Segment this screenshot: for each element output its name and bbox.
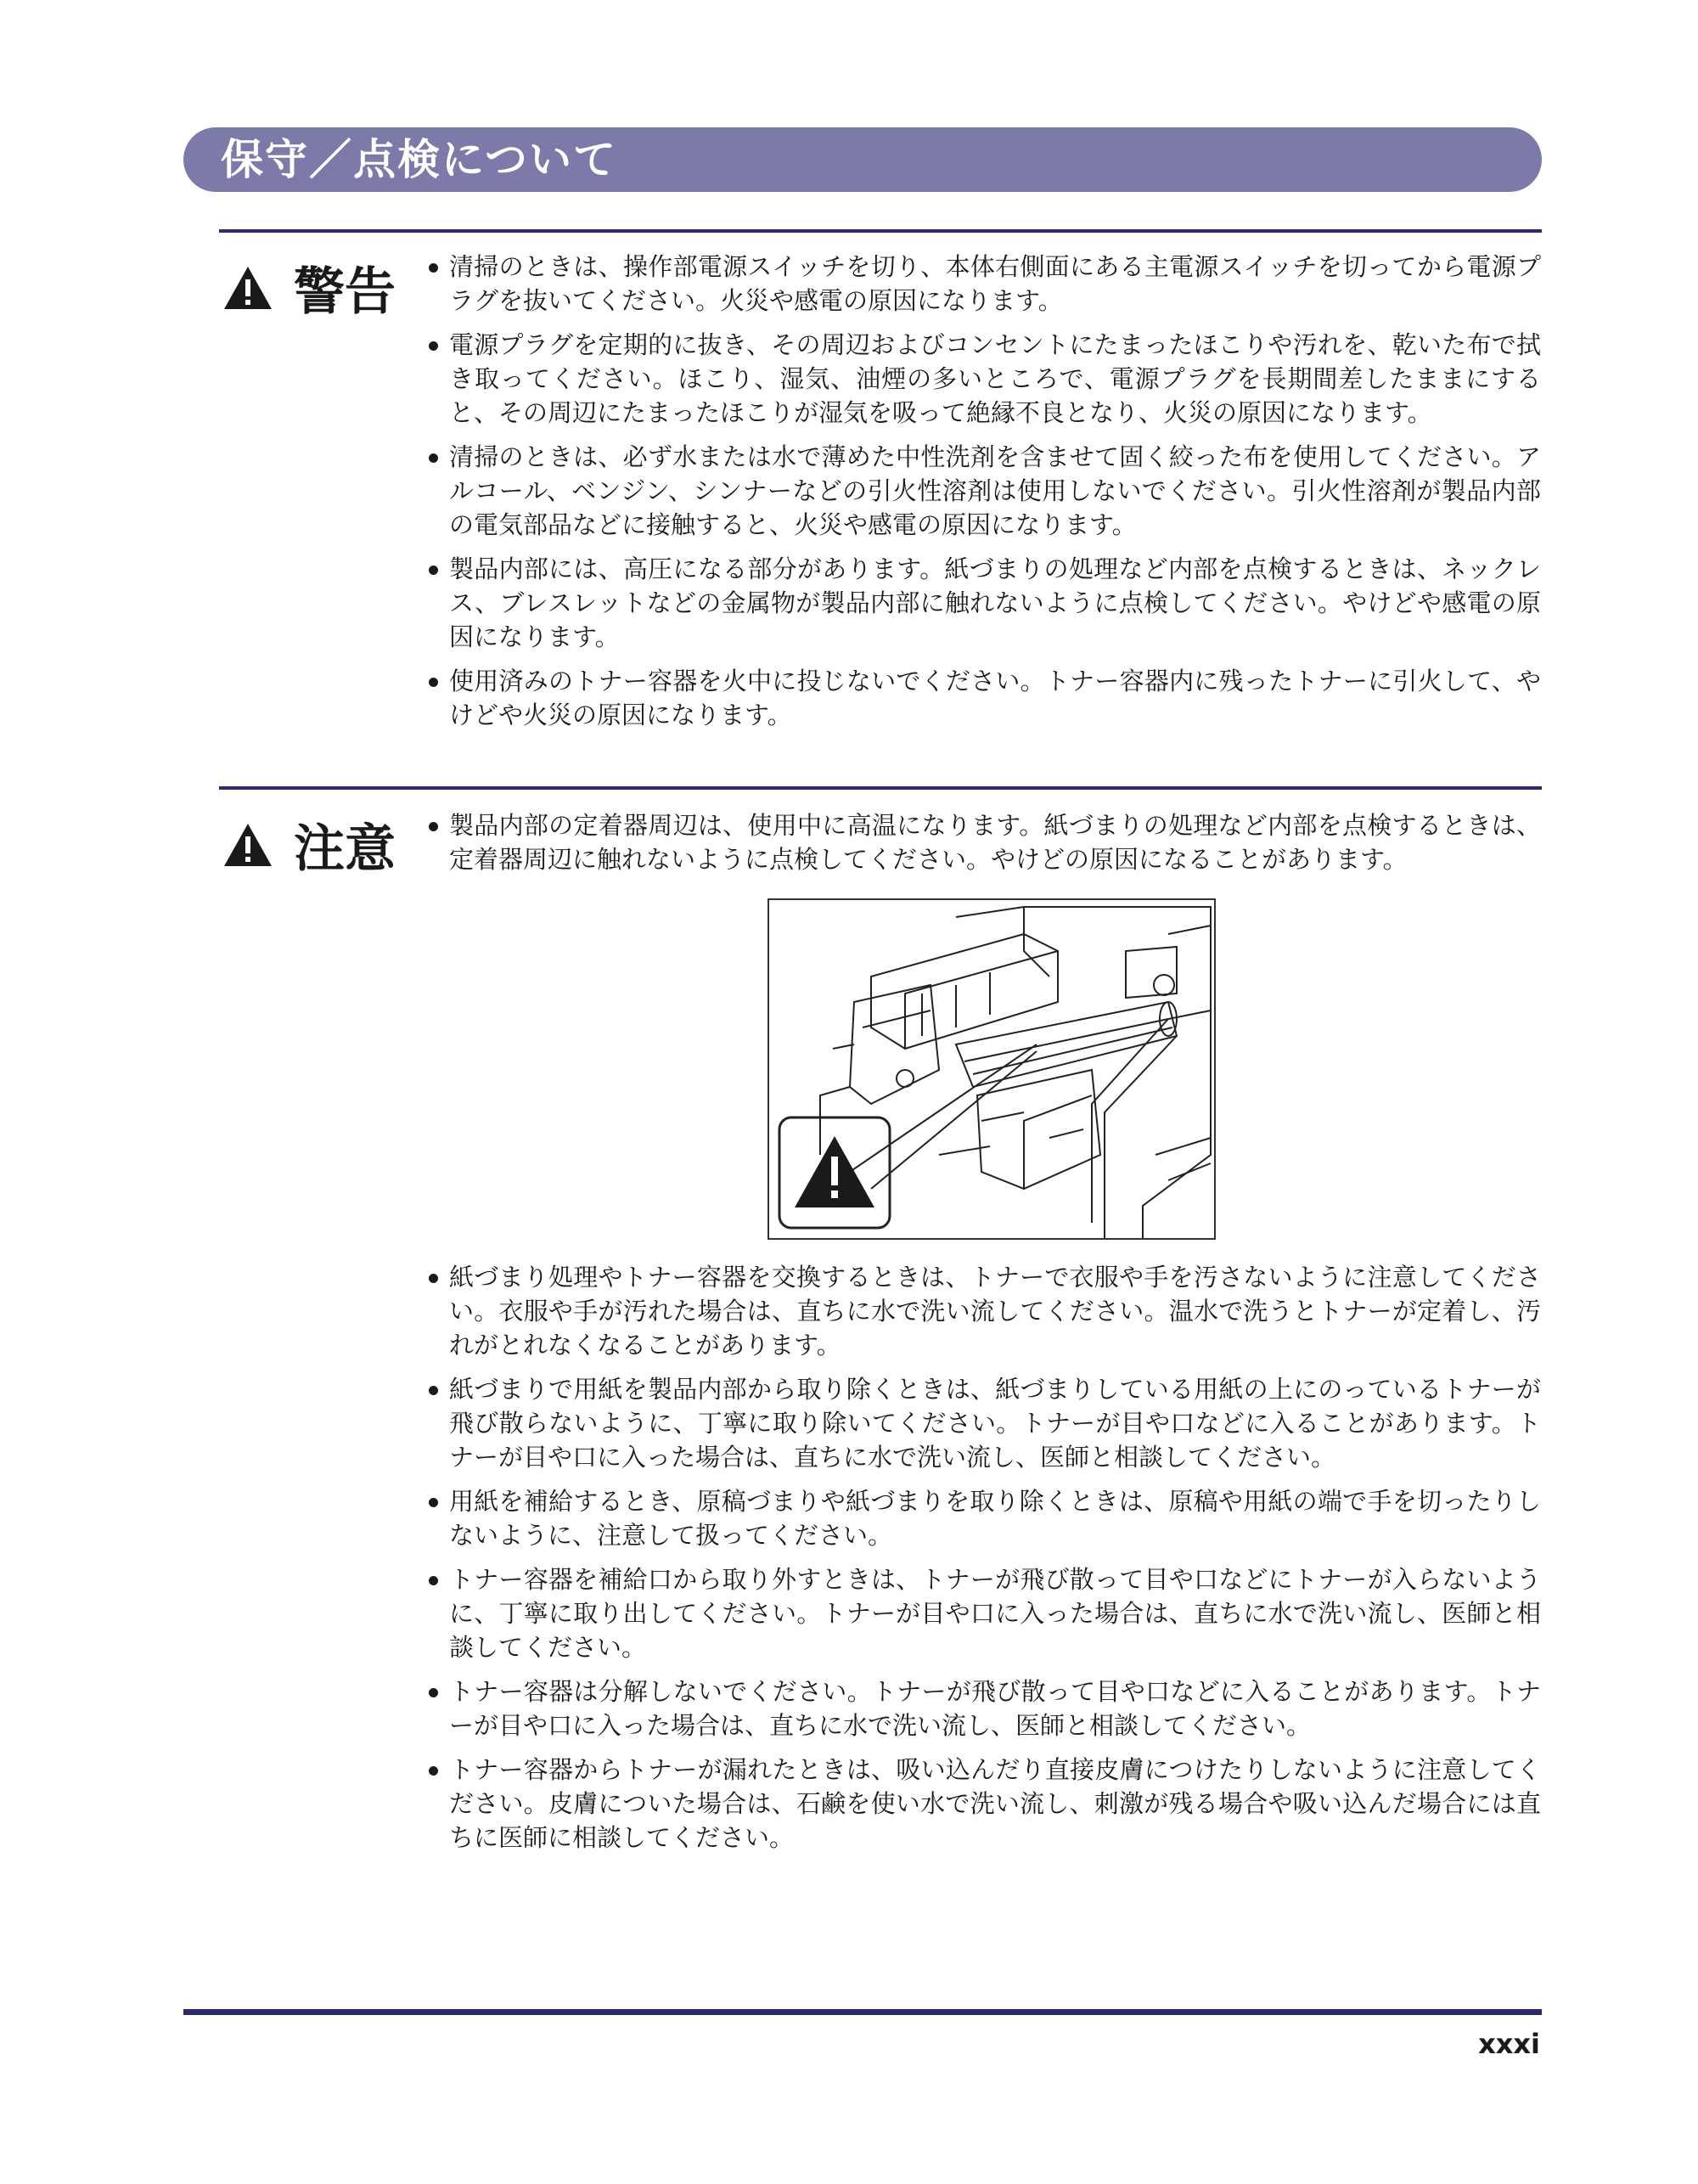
- caution-list-top: [427, 808, 1541, 887]
- list-item: 製品内部には、高圧になる部分があります。紙づまりの処理など内部を点検するときは、ネックレス、ブレスレットなどの金属物が製品内部に触れないように点検してください。やけどや感電の原因になります。: [427, 552, 1541, 654]
- divider-caution: [219, 786, 1542, 790]
- warning-list: [427, 250, 1541, 742]
- page-number: xxxi: [1478, 2028, 1540, 2060]
- section-header-bar: [183, 127, 1542, 192]
- list-item: 製品内部の定着器周辺は、使用中に高温になります。紙づまりの処理など内部を点検するときは、定着器周辺に触れないように点検してください。やけどの原因になることがあります。: [427, 808, 1541, 876]
- warning-heading: [222, 251, 396, 324]
- printer-fuser-hot-area-illustration: [767, 898, 1216, 1240]
- warning-triangle-icon: [222, 822, 273, 868]
- list-item: トナー容器からトナーが漏れたときは、吸い込んだり直接皮膚につけたりしないように注意してください。皮膚についた場合は、石鹸を使い水で洗い流し、刺激が残る場合や吸い込んだ場合には直ちに医師に相談してください。: [427, 1753, 1541, 1855]
- list-item: 紙づまり処理やトナー容器を交換するときは、トナーで衣服や手を汚さないように注意してください。衣服や手が汚れた場合は、直ちに水で洗い流してください。温水で洗うとトナーが定着し、汚れがとれなくなることがあります。: [427, 1260, 1541, 1362]
- footer-divider: [183, 2009, 1542, 2015]
- list-item: 使用済みのトナー容器を火中に投じないでください。トナー容器内に残ったトナーに引火して、やけどや火災の原因になります。: [427, 664, 1541, 732]
- list-item: 電源プラグを定期的に抜き、その周辺およびコンセントにたまったほこりや汚れを、乾いた布で拭き取ってください。ほこり、湿気、油煙の多いところで、電源プラグを長期間差したままにすると、その周辺にたまったほこりが湿気を吸って絶縁不良となり、火災の原因になります。: [427, 328, 1541, 430]
- divider-warning: [219, 229, 1542, 233]
- list-item: 清掃のときは、操作部電源スイッチを切り、本体右側面にある主電源スイッチを切ってから電源プラグを抜いてください。火災や感電の原因になります。: [427, 250, 1541, 318]
- list-item: トナー容器は分解しないでください。トナーが飛び散って目や口などに入ることがあります。トナーが目や口に入った場合は、直ちに水で洗い流し、医師と相談してください。: [427, 1675, 1541, 1742]
- list-item: 用紙を補給するとき、原稿づまりや紙づまりを取り除くときは、原稿や用紙の端で手を切ったりしないように、注意して扱ってください。: [427, 1484, 1541, 1552]
- list-item: トナー容器を補給口から取り外すときは、トナーが飛び散って目や口などにトナーが入らないように、丁寧に取り出してください。トナーが目や口に入った場合は、直ちに水で洗い流し、医師と相談してください。: [427, 1562, 1541, 1664]
- warning-triangle-icon: [222, 265, 273, 311]
- list-item: 紙づまりで用紙を製品内部から取り除くときは、紙づまりしている用紙の上にのっているトナーが飛び散らないように、丁寧に取り除いてください。トナーが目や口などに入ることがあります。トナーが目や口に入った場合は、直ちに水で洗い流し、医師と相談してください。: [427, 1372, 1541, 1474]
- page-title: 保守／点検について: [221, 135, 617, 184]
- caution-label: 注意: [294, 819, 396, 879]
- caution-list-bottom: [427, 1260, 1541, 1865]
- list-item: 清掃のときは、必ず水または水で薄めた中性洗剤を含ませて固く絞った布を使用してください。アルコール、ベンジン、シンナーなどの引火性溶剤は使用しないでください。引火性溶剤が製品内部の電気部品などに接触すると、火災や感電の原因になります。: [427, 440, 1541, 542]
- warning-label: 警告: [294, 262, 396, 322]
- caution-heading: [222, 808, 396, 881]
